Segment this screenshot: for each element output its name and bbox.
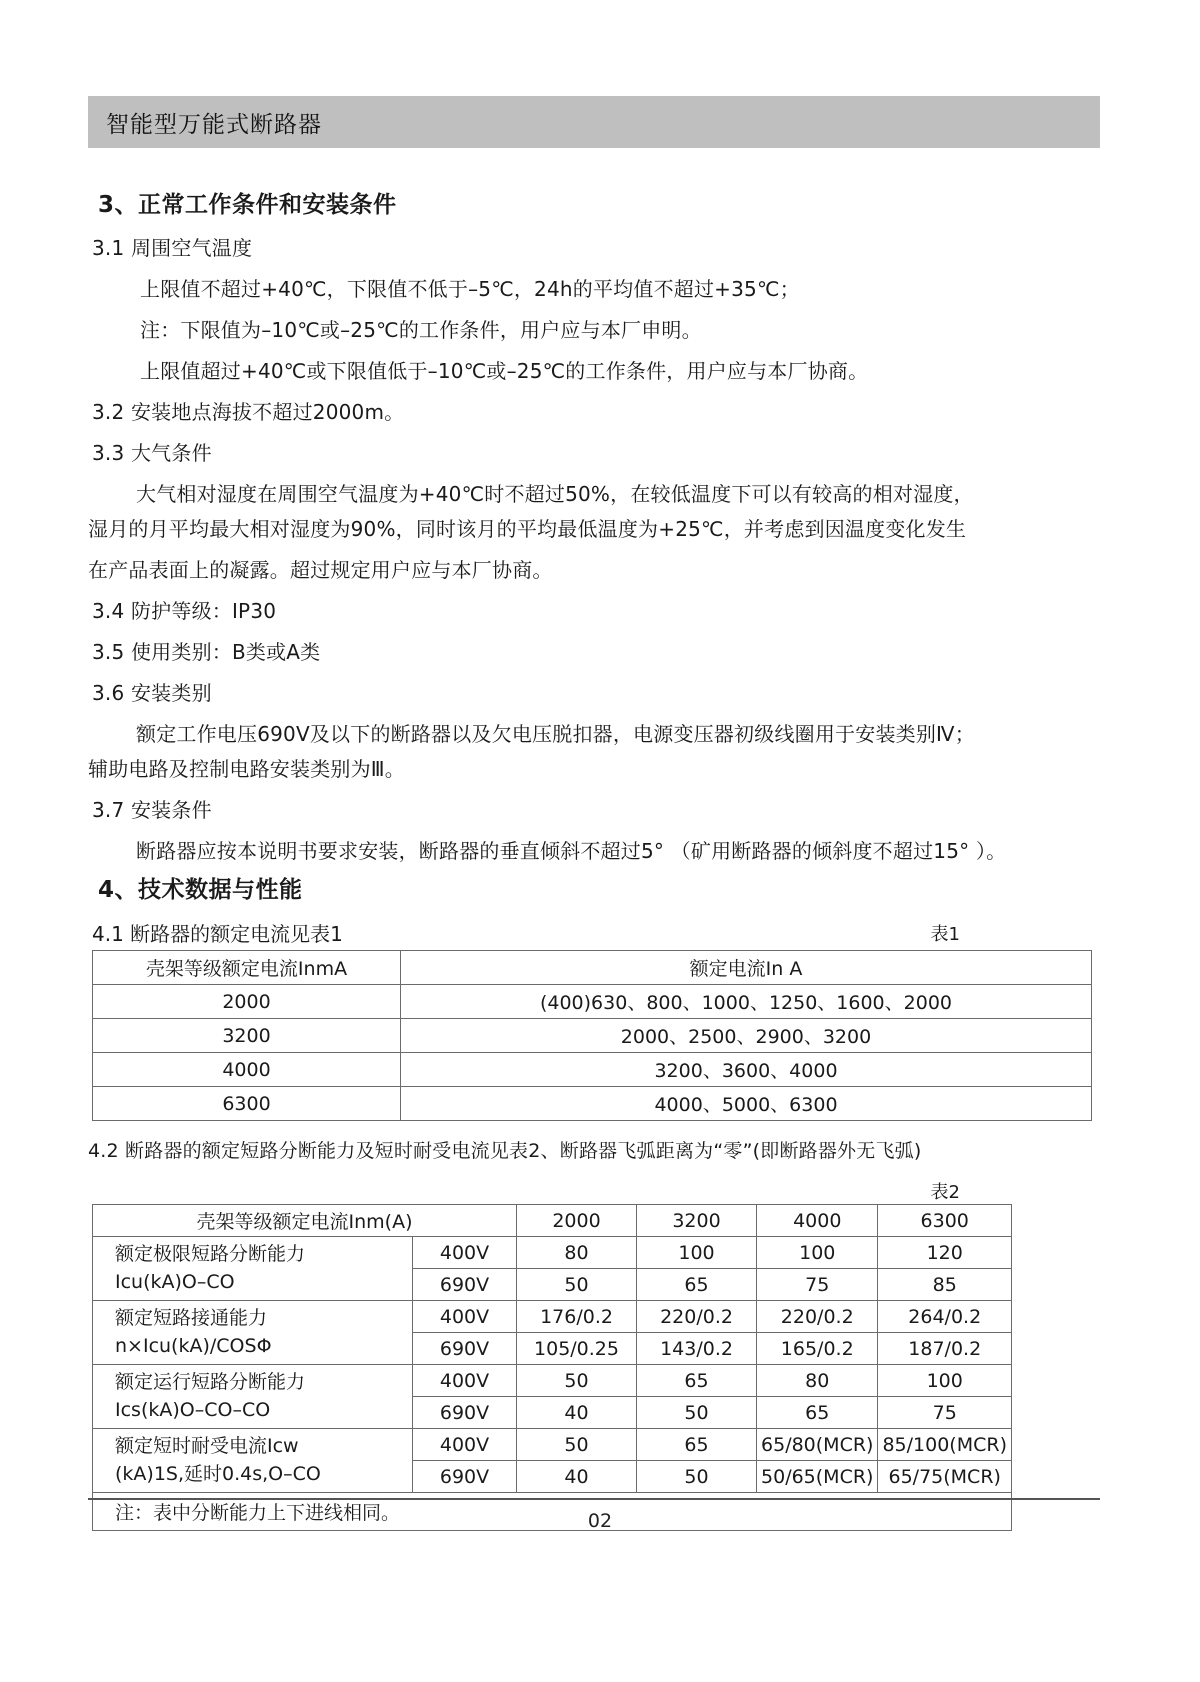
table-2-value: 50 [517, 1365, 637, 1397]
table-row [93, 1301, 1012, 1333]
table-row [93, 1237, 1012, 1269]
table-1-caption-row [88, 918, 1108, 948]
table-breaking-capacity [92, 1204, 1012, 1531]
paragraph-3-3-line-2: 湿月的月平均最大相对湿度为90%，同时该月的平均最低温度为+25℃，并考虑到因温度变化发生 [88, 517, 967, 541]
table-2-voltage: 400V [413, 1429, 517, 1461]
group-label-line-1: 额定运行短路分断能力 [115, 1371, 306, 1394]
table-1-cell-frame: 3200 [93, 1019, 401, 1053]
table-2-value: 105/0.25 [517, 1333, 637, 1365]
table-2-voltage: 690V [413, 1397, 517, 1429]
table-1-cell-currents: 2000、2500、2900、3200 [401, 1019, 1092, 1053]
group-label-line-1: 额定极限短路分断能力 [115, 1243, 306, 1266]
item-3-1-line-2: 注：下限值为–10℃或–25℃的工作条件，用户应与本厂申明。 [140, 318, 702, 342]
table-2-value: 220/0.2 [637, 1301, 757, 1333]
table-2-voltage: 690V [413, 1461, 517, 1493]
paragraph-3-3-line-3: 在产品表面上的凝露。超过规定用户应与本厂协商。 [88, 558, 553, 582]
group-label-line-1: 额定短时耐受电流Icw [115, 1435, 299, 1458]
table-2-value: 264/0.2 [878, 1301, 1012, 1333]
table-row [93, 1053, 1092, 1087]
item-3-1-line-1: 上限值不超过+40℃，下限值不低于–5℃，24h的平均值不超过+35℃； [140, 277, 800, 301]
table-row [93, 985, 1092, 1019]
table-2-group-label-0 [93, 1237, 413, 1301]
paragraph-3-6-line-1: 额定工作电压690V及以下的断路器以及欠电压脱扣器，电源变压器初级线圈用于安装类别Ⅳ； [136, 722, 975, 746]
table-2-voltage: 400V [413, 1301, 517, 1333]
table-2-value: 50 [637, 1397, 757, 1429]
table-2-value: 40 [517, 1397, 637, 1429]
table-2-value: 100 [637, 1237, 757, 1269]
table-2-header-frame-6300: 6300 [878, 1205, 1012, 1237]
caption-4-1: 4.1 断路器的额定电流见表1 [92, 922, 343, 946]
table-2-value: 165/0.2 [757, 1333, 878, 1365]
table-2-value: 80 [757, 1365, 878, 1397]
paragraph-3-7-line-1: 断路器应按本说明书要求安装，断路器的垂直倾斜不超过5° （矿用断路器的倾斜度不超过15° ）。 [136, 839, 1007, 863]
table-row-header [93, 951, 1092, 985]
table-2-value: 85 [878, 1269, 1012, 1301]
table-2-voltage: 400V [413, 1365, 517, 1397]
footer-divider [88, 1498, 1100, 1500]
table-2-value: 65 [637, 1269, 757, 1301]
table-2-group-label-1 [93, 1301, 413, 1365]
table-row [93, 1429, 1012, 1461]
table-2-value: 50/65(MCR) [757, 1461, 878, 1493]
table-1-cell-frame: 4000 [93, 1053, 401, 1087]
table-2-value: 100 [878, 1365, 1012, 1397]
table-1-header-frame: 壳架等级额定电流InmA [93, 951, 401, 985]
table-2-value: 50 [517, 1269, 637, 1301]
item-3-3-title: 3.3 大气条件 [92, 441, 212, 465]
item-3-6-title: 3.6 安装类别 [92, 681, 212, 705]
table-2-value: 220/0.2 [757, 1301, 878, 1333]
table-2-value: 65 [757, 1397, 878, 1429]
page-number: 02 [587, 1510, 613, 1532]
table-2-value: 100 [757, 1237, 878, 1269]
table-row [93, 1087, 1092, 1121]
page-header-title: 智能型万能式断路器 [106, 111, 322, 138]
table-2-header-frame-4000: 4000 [757, 1205, 878, 1237]
table-2-value: 75 [757, 1269, 878, 1301]
paragraph-3-6-line-2: 辅助电路及控制电路安装类别为Ⅲ。 [88, 757, 405, 781]
table-2-value: 65/80(MCR) [757, 1429, 878, 1461]
item-3-7-title: 3.7 安装条件 [92, 798, 212, 822]
table-2-value: 80 [517, 1237, 637, 1269]
table-2-caption-row [88, 1176, 1108, 1202]
table-2-value: 120 [878, 1237, 1012, 1269]
table-1-header-current: 额定电流In A [401, 951, 1092, 985]
table-2-voltage: 690V [413, 1269, 517, 1301]
table-2-value: 65/75(MCR) [878, 1461, 1012, 1493]
table-2-note: 注：表中分断能力上下进线相同。 [93, 1493, 1012, 1531]
table-1-cell-currents: (400)630、800、1000、1250、1600、2000 [401, 985, 1092, 1019]
paragraph-3-3-line-1: 大气相对湿度在周围空气温度为+40℃时不超过50%，在较低温度下可以有较高的相对湿度， [136, 482, 974, 506]
item-3-1-title: 3.1 周围空气温度 [92, 236, 253, 260]
table-row-header [93, 1205, 1012, 1237]
table-1-cell-frame: 6300 [93, 1087, 401, 1121]
table-2-value: 85/100(MCR) [878, 1429, 1012, 1461]
table-1-label: 表1 [930, 924, 960, 945]
item-3-1-line-3: 上限值超过+40℃或下限值低于–10℃或–25℃的工作条件，用户应与本厂协商。 [140, 359, 869, 383]
table-row [93, 1019, 1092, 1053]
table-2-value: 40 [517, 1461, 637, 1493]
table-2-header-frame-3200: 3200 [637, 1205, 757, 1237]
table-2-value: 65 [637, 1429, 757, 1461]
table-1-cell-currents: 3200、3600、4000 [401, 1053, 1092, 1087]
table-2-value: 65 [637, 1365, 757, 1397]
table-2-value: 176/0.2 [517, 1301, 637, 1333]
table-row [93, 1365, 1012, 1397]
table-2-value: 50 [517, 1429, 637, 1461]
table-2-value: 75 [878, 1397, 1012, 1429]
table-2-group-label-3 [93, 1429, 413, 1493]
item-3-5: 3.5 使用类别：B类或A类 [92, 640, 321, 664]
group-label-line-1: 额定短路接通能力 [115, 1307, 268, 1330]
section-3-heading: 3、正常工作条件和安装条件 [98, 192, 397, 218]
group-label-line-2: (kA)1S,延时0.4s,O–CO [115, 1462, 321, 1485]
item-3-4: 3.4 防护等级：IP30 [92, 599, 277, 623]
table-2-value: 187/0.2 [878, 1333, 1012, 1365]
group-label-line-2: Icu(kA)O–CO [115, 1270, 235, 1293]
table-rated-current [92, 950, 1092, 1121]
table-2-header-frame-label: 壳架等级额定电流Inm(A) [93, 1205, 517, 1237]
group-label-line-2: n×Icu(kA)/COSΦ [115, 1334, 272, 1357]
caption-4-2: 4.2 断路器的额定短路分断能力及短时耐受电流见表2、断路器飞弧距离为“零”(即断路器外无飞弧) [88, 1140, 922, 1162]
table-2-header-frame-2000: 2000 [517, 1205, 637, 1237]
document-content [88, 186, 1108, 1531]
table-2-voltage: 690V [413, 1333, 517, 1365]
table-2-value: 50 [637, 1461, 757, 1493]
group-label-line-2: Ics(kA)O–CO–CO [115, 1398, 271, 1421]
table-2-voltage: 400V [413, 1237, 517, 1269]
table-1-cell-currents: 4000、5000、6300 [401, 1087, 1092, 1121]
table-2-group-label-2 [93, 1365, 413, 1429]
page-header-band [88, 96, 1100, 148]
table-2-label: 表2 [930, 1182, 960, 1204]
table-2-value: 143/0.2 [637, 1333, 757, 1365]
item-3-2-title: 3.2 安装地点海拔不超过2000m。 [92, 400, 405, 424]
section-4-heading: 4、技术数据与性能 [98, 877, 303, 903]
table-1-cell-frame: 2000 [93, 985, 401, 1019]
